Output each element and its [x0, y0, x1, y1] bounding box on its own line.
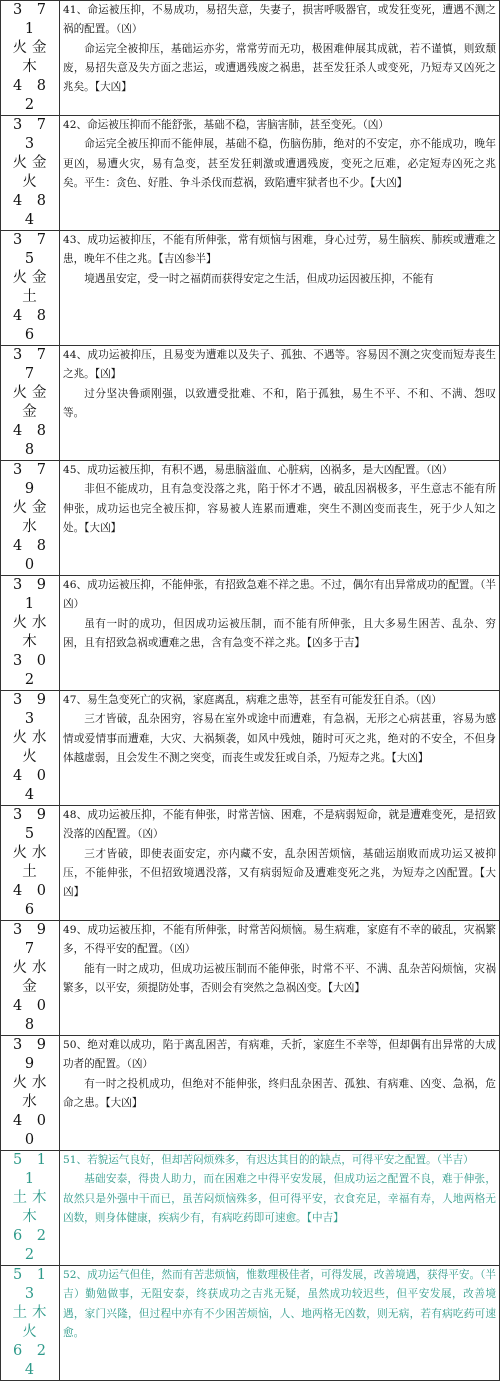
- code-line: 6 2 4: [12, 1343, 52, 1378]
- code-cell: [1, 806, 60, 921]
- fortune-detail: 能有一时之成功，但成功运被压制而不能伸张，时常不平、不满、乱杂苦闷烦恼，灾祸繁多，以平安，须提防处事，否则会有突然之急祸凶变。【大凶】: [63, 962, 496, 994]
- fortune-summary: 46、成功运被压抑，不能伸张，有招致急难不祥之患。不过，偶尔有出异常成功的配置。（半凶）: [63, 579, 496, 611]
- code-cell: [1, 1036, 60, 1151]
- code-line: 3 7 3: [12, 117, 52, 152]
- code-line: 4 0 0: [12, 1113, 52, 1148]
- code-cell: [1, 576, 60, 691]
- fortune-detail: 基础安泰，得贵人助力，而在困难之中得平安发展，但成功运之配置不良，难于伸张，故然只是外强中干而已，虽苦闷烦恼殊多，但可得平安，衣食充足，幸福有寿，人地两格无凶数，则身体健康，疾病少有，有病吃药即可速愈。【中吉】: [63, 1173, 496, 1224]
- code-line: 4 8 6: [12, 308, 52, 343]
- code-line: 4 8 0: [12, 538, 52, 573]
- code-line: 火金木: [12, 40, 52, 75]
- code-line: 火金土: [12, 270, 52, 305]
- fortune-summary: 51、若貌运气良好，但却苦闷烦殊多，有迟达其目的的缺点，可得平安之配置。（半吉）: [63, 1154, 474, 1166]
- description-cell: [60, 116, 500, 231]
- code-cell: [1, 116, 60, 231]
- code-line: 4 0 4: [12, 768, 52, 803]
- code-cell: [1, 461, 60, 576]
- table-row: [1, 806, 500, 921]
- table-row: [1, 346, 500, 461]
- fortune-detail: 命运完全被压抑而不能伸展，基础不稳，伤脑伤肺，绝对的不安定，亦不能成功，晚年更凶，易遭火灾，易有急变，甚至发狂刺激或遭遇残废，变死之厄难，必定短寿凶死之兆矣。平生：贪色、好胜、争斗杀伐而惹祸，致陷遭牢狱者也不少。【大凶】: [63, 138, 496, 189]
- code-line: 4 0 8: [12, 998, 52, 1033]
- code-line: 4 0 6: [12, 883, 52, 918]
- fortune-detail: 境遇虽安定，受一时之福荫而获得安定之生活，但成功运因被压抑，不能有: [84, 272, 434, 285]
- code-cell: [1, 921, 60, 1036]
- code-cell: [1, 1, 60, 116]
- fortune-detail: 命运完全被抑压，基础运亦劣，常常劳而无功，极困难伸展其成就，若不谨慎，则致颓废，易招失意及失方面之悲运，或遭遇残废之祸患，甚至发狂杀人或变死，乃短寿又凶死之兆矣。【大凶】: [63, 42, 496, 94]
- description-cell: [60, 461, 500, 576]
- code-line: 4 8 2: [12, 78, 52, 113]
- code-cell: [1, 1151, 60, 1266]
- fortune-detail: 有一时之投机成功，但绝对不能伸张，终归乱杂困苦、孤独、有病难、凶变、急祸，危命之患。【大凶】: [63, 1077, 496, 1109]
- code-cell: [1, 691, 60, 806]
- description-cell: [60, 921, 500, 1036]
- fortune-detail: 非但不能成功，且有急变没落之兆，陷于怀才不遇，破乱因祸极多，平生意志不能有所伸张，成功运也完全被压抑，容易被人连累而遭难，突生不测凶变而丧生，死于少人知之处。【大凶】: [63, 483, 496, 534]
- code-line: 4 8 4: [12, 193, 52, 228]
- fortune-summary: 52、成功运气但佳，然而有苦悲烦恼，惟数理极佳者，可得发展，改善境遇，获得平安。（半吉）勤勉做事，无阻安泰，终获成功之吉兆无疑，虽然成功较迟些，但平安发展，改善境遇，家门兴隆，但过程中亦有不少困苦烦恼，人、地两格无凶数，则无病，若有病吃药可速愈。: [63, 1269, 496, 1339]
- code-line: 3 7 1: [12, 2, 52, 37]
- description-cell: [60, 1266, 500, 1381]
- description-cell: [60, 1, 500, 116]
- code-line: 火金水: [12, 500, 52, 535]
- description-cell: [60, 346, 500, 461]
- fortune-summary: 49、成功运被压抑，不能有所伸张，时常苦闷烦恼。易生病难，家庭有不幸的破乱，灾祸繁多，不得平安的配置。（凶）: [63, 924, 496, 956]
- code-line: 火水土: [12, 845, 52, 880]
- table-row: [1, 1151, 500, 1266]
- code-line: 4 8 8: [12, 423, 52, 458]
- fortune-detail: 三才皆破，即使表面安定，亦内藏不安，乱杂困苦烦恼，基础运崩败而成功运又被抑压，不能伸张，不但招致境遇没落，又有病弱短命及遭难变死之兆，为短寿之凶配置。【大凶】: [63, 847, 496, 899]
- table-row: [1, 576, 500, 691]
- fortune-summary: 50、绝对难以成功，陷于离乱困苦，有病难，夭折，家庭生不幸等，但却偶有出异常的大成功者的配置。（凶）: [63, 1039, 496, 1071]
- table-row: [1, 691, 500, 806]
- fortune-summary: 43、成功运被抑压，不能有所伸张，常有烦恼与困难，身心过劳，易生脑疾、肺疾或遭难之患，晚年不佳之兆。【吉凶参半】: [63, 234, 496, 266]
- description-cell: [60, 576, 500, 691]
- fortune-summary: 42、命运被压抑而不能舒张，基础不稳，害脑害肺，甚至变死。（凶）: [63, 119, 389, 131]
- code-line: 3 7 5: [12, 232, 52, 267]
- description-cell: [60, 1151, 500, 1266]
- code-line: 3 0 2: [12, 653, 52, 688]
- fortune-detail: 三才皆破，乱杂困穷，容易在室外或途中而遭难，有急祸，无形之心病甚重，容易为感情或爱情事而遭难，大灾、大祸频袭，如风中残烛，随时可灭之兆，绝对的不安全，不但身体越虚弱，且会发生不测之突变，而丧生或发狂或自杀，乃短寿之兆。【大凶】: [63, 713, 496, 764]
- table-row: [1, 1036, 500, 1151]
- code-line: 5 1 3: [12, 1267, 52, 1302]
- code-line: 土木火: [12, 1305, 52, 1340]
- code-line: 火金火: [12, 155, 52, 190]
- fortune-summary: 48、成功运被压抑，不能有伸张，时常苦恼、困难，不是病弱短命，就是遭难变死，是招致没落的凶配置。（凶）: [63, 809, 496, 841]
- code-line: 火水木: [12, 615, 52, 650]
- fortune-detail: 虽有一时的成功，但因成功运被压制，而不能有所伸张，且大多易生困苦、乱杂、穷困，且有招致急祸或遭难之患，含有急变不祥之兆。【凶多于吉】: [63, 617, 496, 649]
- code-line: 3 7 7: [12, 347, 52, 382]
- table-row: [1, 1, 500, 116]
- code-line: 3 7 9: [12, 462, 52, 497]
- fortune-summary: 44、成功运被抑压，且易变为遭难以及失子、孤独、不遇等。容易因不测之灾变而短寿丧生之兆。【凶】: [63, 349, 496, 381]
- description-cell: [60, 1036, 500, 1151]
- code-line: 3 9 5: [12, 807, 52, 842]
- code-line: 5 1 1: [12, 1152, 52, 1187]
- code-line: 6 2 2: [12, 1228, 52, 1263]
- code-line: 火水水: [12, 1075, 52, 1110]
- code-line: 3 9 3: [12, 692, 52, 727]
- code-line: 土木木: [12, 1190, 52, 1225]
- code-cell: [1, 1266, 60, 1381]
- table-row: [1, 461, 500, 576]
- table-row: [1, 921, 500, 1036]
- code-cell: [1, 231, 60, 346]
- table-row: [1, 116, 500, 231]
- code-line: 火金金: [12, 385, 52, 420]
- fortune-detail: 过分坚决鲁顽刚强，以致遭受批难、不和，陷于孤独，易生不平、不和、不满、怨叹等。: [63, 387, 496, 419]
- code-line: 火水火: [12, 730, 52, 765]
- code-line: 火水金: [12, 960, 52, 995]
- description-cell: [60, 231, 500, 346]
- fortune-summary: 47、易生急变死亡的灾祸，家庭离乱，病难之患等，甚至有可能发狂自杀。（凶）: [63, 694, 442, 706]
- fortune-summary: 41、命运被压抑，不易成功，易招失意，失妻子，损害呼吸器官，或发狂变死，遭遇不测之祸的配置。（凶）: [63, 4, 496, 36]
- description-cell: [60, 691, 500, 806]
- table-row: [1, 1266, 500, 1381]
- table-row: [1, 231, 500, 346]
- fortune-summary: 45、成功运被压抑，有积不遇，易患脑溢血、心脏病，凶祸多，是大凶配置。（凶）: [63, 464, 453, 476]
- code-line: 3 9 9: [12, 1037, 52, 1072]
- code-line: 3 9 1: [12, 577, 52, 612]
- description-cell: [60, 806, 500, 921]
- code-line: 3 9 7: [12, 922, 52, 957]
- code-cell: [1, 346, 60, 461]
